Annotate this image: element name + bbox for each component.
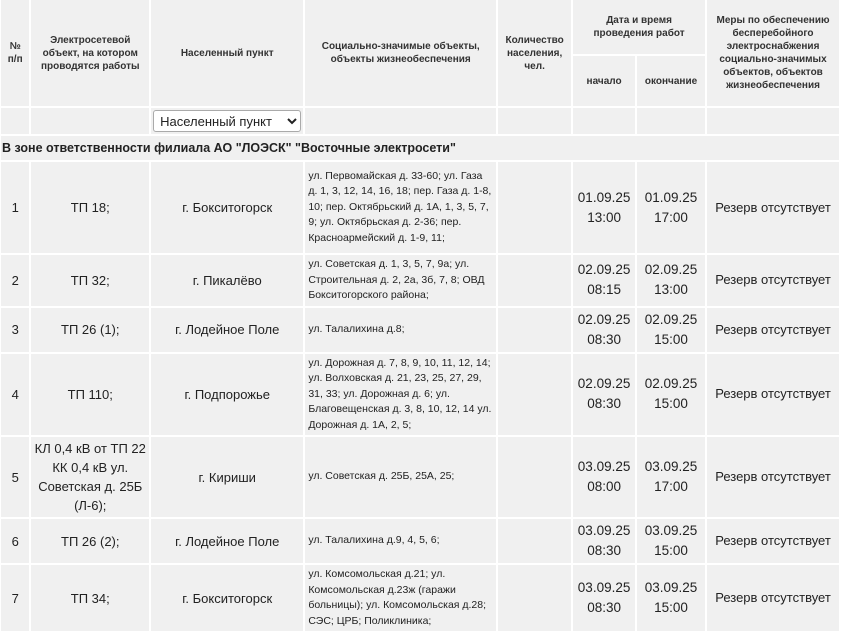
table-row [1,354,839,436]
table-row [1,565,839,631]
header-social: Социально-значимые объекты, объекты жизнеобеспечения [305,0,496,106]
cell-measures [707,565,839,631]
row-end-date: 03.09.25 [644,459,698,474]
row-end-date: 02.09.25 [644,311,698,327]
row-object: ТП 110; [67,386,113,402]
filter-cell-blank [305,108,496,134]
filter-cell-city [151,108,303,134]
cell-object [31,308,149,352]
city-filter-select[interactable] [153,110,301,132]
row-start-date: 01.09.25 [577,189,631,205]
cell-object [31,162,149,253]
filter-section [1,108,839,160]
cell-social [305,162,496,253]
filter-row [1,108,839,134]
zone-title: В зоне ответственности филиала АО "ЛОЭСК" "Восточные электросети" [1,136,839,160]
cell-object [31,255,149,306]
row-end-date: 01.09.25 [644,189,698,205]
row-city: г. Бокситогорск [182,200,273,215]
table-row [1,437,839,517]
row-start-time: 08:30 [587,396,621,412]
row-object: ТП 34; [70,590,110,606]
cell-start [573,354,635,436]
cell-measures [707,255,839,306]
filter-cell-blank [1,108,29,134]
row-social: ул. Советская д. 25Б, 25А, 25; [308,470,455,483]
row-object: ТП 18; [70,200,110,215]
row-city: г. Лодейное Поле [175,322,280,337]
cell-measures [707,354,839,436]
cell-measures [707,437,839,517]
row-end-date: 03.09.25 [644,580,698,595]
row-start-date: 02.09.25 [577,311,631,327]
header-city: Населенный пункт [151,0,303,106]
cell-social [305,565,496,631]
cell-population [498,519,571,563]
row-object: ТП 26 (2); [61,533,120,549]
cell-num [1,519,29,563]
cell-population [498,354,571,436]
filter-cell-blank [707,108,839,134]
row-measures: Резерв отсутствует [715,321,831,337]
cell-city [151,308,303,352]
cell-population [498,565,571,631]
row-num: 3 [11,322,19,337]
filter-cell-blank [573,108,635,134]
row-social: ул. Дорожная д. 7, 8, 9, 10, 11, 12, 14; ул. Волховская д. 21, 23, 25, 27, 29, 31, 33; ул. Дорожная д. 6; ул. Благовещенская д. 3, 8, 10, 12, 14 ул. Дорожная д. 1А, 2, 5; [308,356,492,431]
row-end-date: 03.09.25 [644,523,698,538]
cell-start [573,437,635,517]
header-population: Количество населения, чел. [498,0,571,106]
cell-object [31,437,149,517]
cell-start [573,162,635,253]
cell-city [151,437,303,517]
cell-social [305,255,496,306]
cell-object [31,519,149,563]
cell-end [637,519,705,563]
row-social: ул. Талалихина д.9, 4, 5, 6; [308,534,440,547]
row-start-time: 08:30 [587,543,621,558]
table-row [1,162,839,253]
row-end-date: 02.09.25 [644,262,698,278]
table-row [1,255,839,306]
header-start: начало [573,56,635,106]
cell-population [498,437,571,517]
cell-measures [707,162,839,253]
cell-end [637,308,705,352]
table-header [1,0,839,106]
row-city: г. Пикалёво [192,272,262,288]
cell-city [151,162,303,253]
row-measures: Резерв отсутствует [715,386,831,402]
cell-num [1,255,29,306]
row-num: 4 [11,386,19,402]
cell-social [305,354,496,436]
row-end-time: 15:00 [654,543,688,558]
row-end-date: 02.09.25 [644,376,698,392]
cell-num [1,162,29,253]
cell-object [31,565,149,631]
row-social: ул. Советская д. 1, 3, 5, 7, 9а; ул. Строительная д. 2, 2а, 3б, 7, 8; ОВД Бокситогорского района; [308,258,485,301]
row-start-time: 08:15 [587,282,621,298]
cell-city [151,519,303,563]
row-social: ул. Талалихина д.8; [308,322,405,335]
row-city: г. Лодейное Поле [175,533,280,549]
cell-end [637,354,705,436]
row-object: КЛ 0,4 кВ от ТП 22 КК 0,4 кВ ул. Советская д. 25Б (Л-6); [34,441,146,513]
row-num: 5 [11,469,19,485]
row-city: г. Подпорожье [184,386,270,402]
table-body [1,162,839,631]
filter-cell-blank [498,108,571,134]
header-end: окончание [637,56,705,106]
cell-measures [707,308,839,352]
cell-num [1,565,29,631]
cell-num [1,437,29,517]
row-measures: Резерв отсутствует [715,469,831,484]
row-social: ул. Первомайская д. 33-60; ул. Газа д. 1, 3, 12, 14, 16, 18; пер. Газа д. 1-8, 10; пер. Октябрьский д. 1А, 1, 3, 5, 7, 9; ул. Октябрьская д. 2-36; пер. Красноармейский д. 1-9, 11; [308,169,492,244]
row-start-date: 02.09.25 [577,376,631,392]
cell-start [573,565,635,631]
cell-measures [707,519,839,563]
row-end-time: 15:00 [654,396,688,412]
row-end-time: 15:00 [654,600,688,615]
row-start-time: 08:00 [587,479,621,494]
row-object: ТП 32; [70,272,110,288]
cell-num [1,308,29,352]
header-object: Электросетевой объект, на котором проводятся работы [31,0,149,106]
cell-social [305,308,496,352]
row-measures: Резерв отсутствует [715,272,831,288]
row-end-time: 17:00 [654,479,688,494]
cell-end [637,565,705,631]
row-num: 2 [11,272,19,288]
header-measures: Меры по обеспечению бесперебойного электроснабжения социально-значимых объектов, объектов жизнеобеспечения [707,0,839,106]
cell-population [498,162,571,253]
cell-start [573,255,635,306]
row-end-time: 17:00 [654,209,688,225]
row-end-time: 15:00 [654,331,688,347]
cell-end [637,255,705,306]
row-start-date: 03.09.25 [577,580,631,595]
row-city: г. Бокситогорск [182,590,273,606]
table-row [1,519,839,563]
table-row [1,308,839,352]
cell-city [151,354,303,436]
filter-cell-blank [637,108,705,134]
row-object: ТП 26 (1); [61,322,120,337]
row-start-date: 03.09.25 [577,459,631,474]
row-start-date: 02.09.25 [577,262,631,278]
row-start-time: 08:30 [587,331,621,347]
cell-city [151,255,303,306]
row-end-time: 13:00 [654,282,688,298]
row-num: 1 [11,200,19,215]
cell-social [305,437,496,517]
row-city: г. Кириши [198,469,256,485]
cell-end [637,162,705,253]
cell-num [1,354,29,436]
header-num: № п/п [1,0,29,106]
row-num: 6 [11,533,19,549]
header-datetime: Дата и время проведения работ [573,0,705,54]
cell-start [573,519,635,563]
cell-social [305,519,496,563]
cell-city [151,565,303,631]
cell-population [498,255,571,306]
zone-group-row [1,136,839,160]
cell-start [573,308,635,352]
row-num: 7 [11,590,19,606]
row-start-time: 13:00 [587,209,621,225]
cell-end [637,437,705,517]
row-social: ул. Комсомольская д.21; ул. Комсомольская д.23ж (гаражи больницы); ул. Комсомольская д.28; СЭС; ЦРБ; Поликлиника; [308,568,487,627]
filter-cell-blank [31,108,149,134]
row-measures: Резерв отсутствует [715,199,831,215]
cell-object [31,354,149,436]
row-measures: Резерв отсутствует [715,533,831,548]
row-start-time: 08:30 [587,600,621,615]
row-start-date: 03.09.25 [577,523,631,538]
row-measures: Резерв отсутствует [715,590,831,605]
cell-population [498,308,571,352]
